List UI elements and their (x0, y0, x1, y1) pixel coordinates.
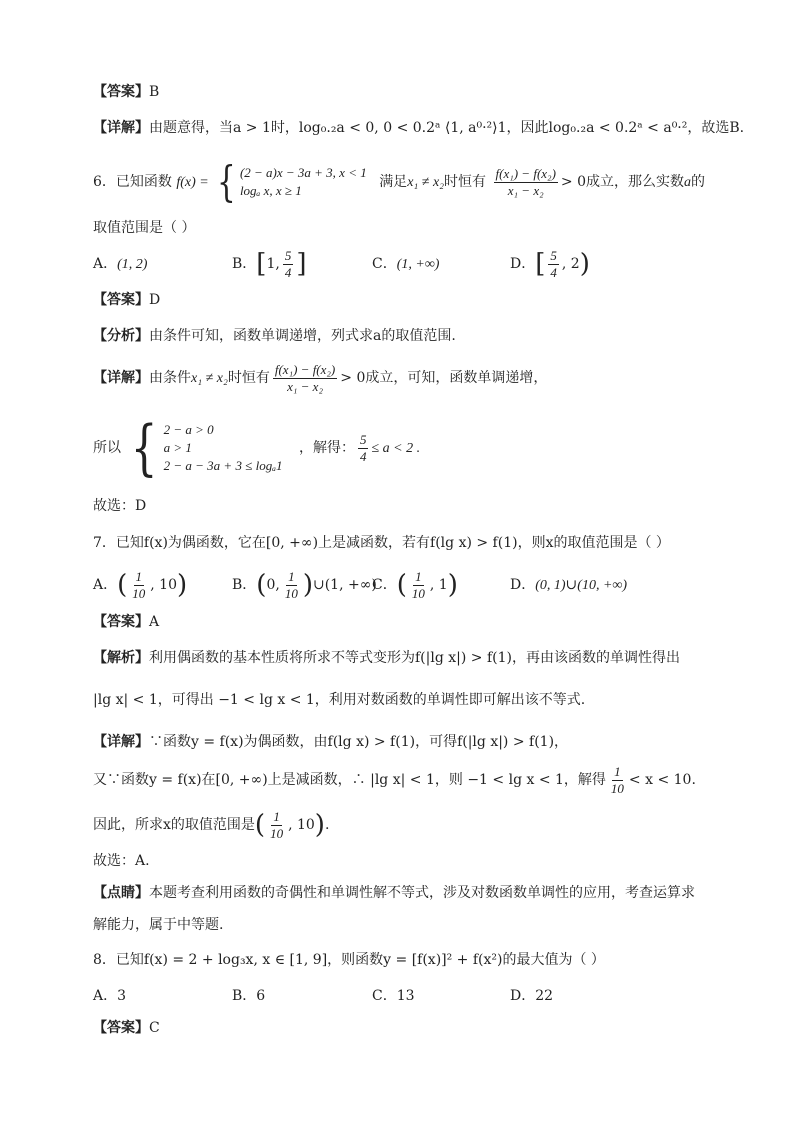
q6-option-b: B．[1, $\frac{5}{4}$ ] (232, 247, 307, 280)
q6-system-line (93, 413, 421, 483)
option-end: ∪(1, +∞) (312, 577, 377, 593)
left-bracket: [ (535, 249, 546, 279)
right-paren: ) (302, 570, 313, 600)
q7-option-c (372, 566, 458, 604)
q6-choose-line: 故选：D (93, 498, 147, 514)
option-label: D． (510, 577, 536, 593)
right-paren: ) (177, 570, 188, 600)
option-value: (1, 2) (117, 257, 148, 272)
frac-den: 10 (610, 780, 624, 796)
q7-option-d (510, 575, 627, 596)
answer-value: D (149, 292, 161, 308)
inequality-system (125, 413, 283, 483)
option-fraction (410, 569, 427, 602)
option-label: A． (93, 988, 118, 1004)
q7-analysis-line (93, 648, 680, 668)
q7-comment-line (93, 883, 695, 903)
q7-detail-line3: 因此，所求x的取值范围是( $\frac{1}{10}$ , 10). (93, 808, 330, 841)
q8-answer-line (93, 1018, 160, 1038)
option-value: 3 (117, 988, 127, 1004)
frac-num: 5 (284, 247, 292, 263)
detail-end: < x < 10. (628, 772, 696, 788)
detail-pre: 因此，所求x的取值范围是 (93, 817, 255, 833)
answer-tag: 【答案】 (93, 292, 149, 308)
frac-num: 5 (550, 247, 557, 263)
q7-answer-line (93, 612, 159, 632)
solve-word: ，解得： (298, 440, 355, 456)
right-bracket: ) (579, 249, 590, 279)
option-fraction (283, 248, 294, 281)
brace-glyph: { (131, 413, 158, 483)
q6-detail-line (93, 358, 547, 399)
option-label: A． (93, 577, 118, 593)
frac-den: 4 (550, 264, 557, 280)
q8-option-a (93, 986, 126, 1006)
frac-den: 10 (270, 825, 284, 841)
function-name: f(x) = (176, 175, 209, 190)
q8-option-c (372, 986, 415, 1006)
frac-den: 4 (359, 448, 367, 464)
case-1: (2 − a)x − 3a + 3, x < 1 (239, 165, 367, 180)
q7-comment-line2: 解能力，属于中等题. (93, 917, 224, 933)
frac-den: x₁ − x₂ (287, 378, 323, 394)
stem-end: > 0成立，那么实数 (560, 174, 684, 190)
frac-num: 5 (359, 431, 367, 447)
detail-fraction (268, 809, 285, 842)
option-value: (0, 1)∪(10, +∞) (535, 578, 628, 593)
left-paren: ( (254, 810, 266, 840)
brace-glyph: { (217, 157, 236, 206)
comment-text: 本题考查利用函数的奇偶性和单调性解不等式，涉及对数函数单调性的应用，考查运算求 (149, 885, 695, 901)
option-end: , 10 (150, 577, 177, 593)
frac-num: f(x₁) − f(x₂) (495, 165, 556, 181)
option-label: D． (510, 988, 536, 1004)
answer-value: B (149, 84, 160, 100)
q7-detail-line2 (93, 762, 696, 798)
so-word: 所以 (93, 440, 121, 456)
analysis-tag: 【解析】 (93, 650, 149, 666)
frac-num: 1 (288, 568, 295, 584)
q8-stem-line: 8．已知f(x) = 2 + log₃x, x ∈ [1, 9]，则函数y = [f(x)]² + f(x²)的最大值为（ ） (93, 952, 605, 968)
answer-value: A (149, 614, 160, 630)
option-value: 6 (256, 988, 266, 1004)
frac-num: 1 (273, 808, 280, 824)
frac-num: 1 (614, 763, 621, 779)
difference-quotient (273, 362, 337, 395)
option-fraction (130, 569, 147, 602)
frac-den: 10 (411, 585, 425, 601)
q6-option-c (372, 254, 439, 275)
left-paren: ( (117, 570, 128, 600)
option-label: B． (232, 256, 257, 272)
detail-pre: 由条件 (149, 370, 191, 386)
analysis-tag: 【分析】 (93, 328, 149, 344)
answer-tag: 【答案】 (93, 614, 149, 630)
option-fraction (548, 248, 559, 281)
detail-tag: 【详解】 (93, 734, 149, 750)
q8-option-b (232, 986, 265, 1006)
frac-den: 10 (132, 585, 146, 601)
answer-value: C (149, 1020, 160, 1036)
detail-text: 由题意得，当a > 1时，log₀.₂a < 0, 0 < 0.2ᵃ ⟨1, a⁰·²⟩1，因此log₀.₂a < 0.2ᵃ < a⁰·²，故选B. (149, 120, 745, 136)
condition-x: x₁ ≠ x₂ (407, 175, 445, 190)
q6-answer-line (93, 290, 160, 310)
answer-tag: 【答案】 (93, 1020, 149, 1036)
answer-tag: 【答案】 (93, 84, 149, 100)
frac-num: 1 (135, 568, 143, 584)
q6-option-d: D．[ $\frac{5}{4}$ , 2) (510, 247, 590, 280)
q6-stem-line2: 取值范围是（ ） (93, 220, 196, 236)
option-label: B． (232, 577, 257, 593)
option-label: C． (372, 577, 397, 593)
q8-option-d (510, 986, 553, 1006)
var-a: a (684, 175, 691, 190)
comment-tag: 【点睛】 (93, 885, 149, 901)
frac-den: 10 (284, 585, 298, 601)
stem-mid2: 时恒有 (444, 174, 487, 190)
option-label: B． (232, 988, 257, 1004)
left-paren: ( (396, 570, 407, 600)
detail-x: x₁ ≠ x₂ (191, 371, 228, 386)
q7-stem-line: 7．已知f(x)为偶函数，它在[0, +∞)上是减函数，若有f(lg x) > f(1)，则x的取值范围是（ ） (93, 535, 670, 551)
frac-den: x₁ − x₂ (507, 182, 544, 198)
solve-fraction (358, 432, 369, 465)
detail-pre: 又∵函数y = f(x)在[0, +∞)上是减函数，∴ |lg x| < 1，则 −1 < lg x < 1，解得 (93, 772, 606, 788)
option-value: (1, +∞) (396, 257, 440, 272)
ineq-3: 2 − a − 3a + 3 ≤ logₐ1 (163, 458, 283, 473)
q7-option-a (93, 566, 187, 604)
q5-detail-line (93, 118, 744, 138)
detail-end: , 10 (288, 817, 315, 833)
option-label: C． (372, 988, 397, 1004)
solve-end: ≤ a < 2 . (371, 441, 421, 456)
option-pre: 0, (266, 577, 280, 593)
q7-choose-line: 故选：A. (93, 853, 150, 869)
option-label: A． (93, 256, 118, 272)
detail-text: ∵函数y = f(x)为偶函数，由f(lg x) > f(1)，可得f(|lg x|) > f(1)， (149, 734, 569, 750)
ineq-1: 2 − a > 0 (163, 422, 214, 437)
option-fraction (283, 569, 300, 602)
right-bracket: ] (296, 249, 307, 279)
detail-mid: 时恒有 (227, 370, 270, 386)
frac-den: 4 (284, 264, 292, 280)
option-label: D． (510, 256, 536, 272)
q6-stem-line1 (93, 157, 705, 206)
left-bracket: [ (256, 249, 267, 279)
analysis-text: 由条件可知，函数单调递增，列式求a的取值范围. (149, 328, 456, 344)
frac-num: f(x₁) − f(x₂) (274, 361, 336, 377)
option-value: 22 (535, 988, 554, 1004)
left-paren: ( (256, 570, 267, 600)
case-2: logₐ x, x ≥ 1 (239, 183, 302, 198)
option-label: C． (372, 256, 397, 272)
q7-option-b (232, 566, 377, 604)
detail-fraction (609, 764, 626, 797)
q6-option-a (93, 254, 147, 275)
detail-tag: 【详解】 (93, 120, 149, 136)
right-paren: ) (314, 810, 325, 840)
q7-analysis-line2: |lg x| < 1，可得出 −1 < lg x < 1，利用对数函数的单调性即可解出该不等式. (93, 692, 586, 708)
right-paren: ) (447, 570, 458, 600)
option-end: , 1 (429, 577, 448, 593)
analysis-text: 利用偶函数的基本性质将所求不等式变形为f(|lg x|) > f(1)，再由该函数的单调性得出 (149, 650, 680, 666)
q7-detail-line (93, 732, 568, 752)
detail-tag: 【详解】 (93, 370, 149, 386)
stem-end2: 的 (691, 174, 705, 190)
ineq-2: a > 1 (163, 440, 192, 455)
stem-prefix: 6．已知函数 (93, 174, 172, 190)
option-value: 13 (396, 988, 415, 1004)
frac-num: 1 (415, 568, 422, 584)
q5-answer-line (93, 82, 159, 102)
detail-post: > 0成立，可知，函数单调递增， (340, 370, 548, 386)
difference-quotient (494, 166, 558, 199)
q6-analysis-line (93, 326, 456, 346)
stem-mid: 满足 (379, 174, 408, 190)
piecewise-system (213, 157, 367, 206)
